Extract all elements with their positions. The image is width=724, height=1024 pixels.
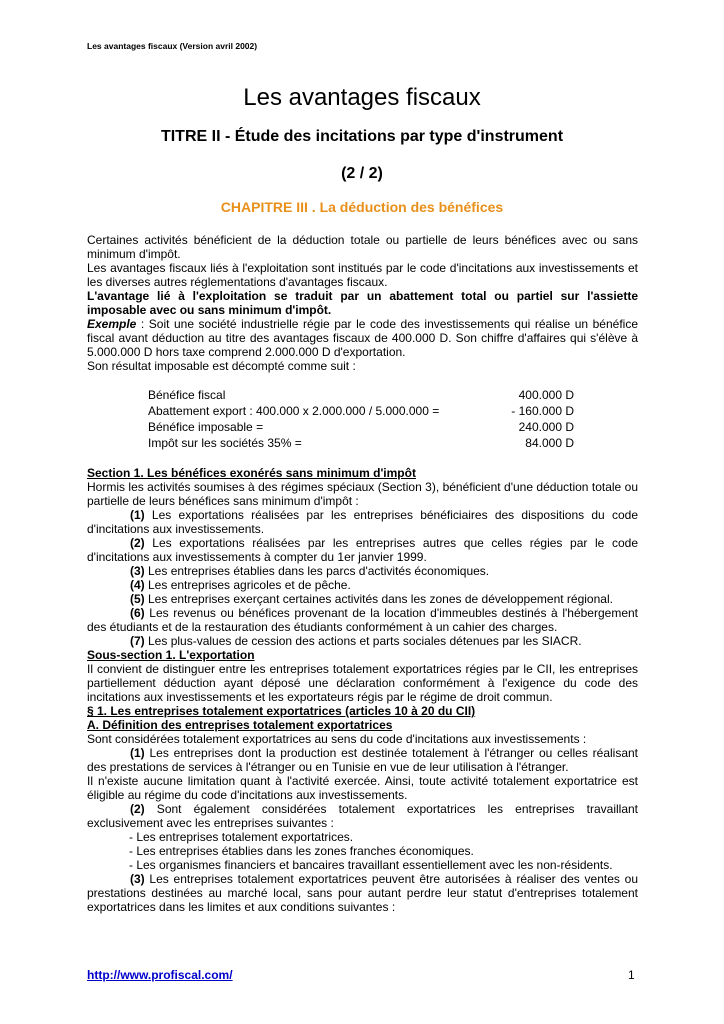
definition-a-intro: Sont considérées totalement exportatrices au sens du code d'incitations aux investissements : (87, 732, 587, 746)
dash-item: - Les entreprises établies dans les zones franches économiques. (129, 844, 474, 858)
list-item: (1) Les entreprises dont la production est destinée totalement à l'étranger ou celles réalisant des prestations de services à l'étranger ou en Tunisie en vue de leur utilisation à l'étranger. (87, 746, 638, 774)
list-item: (5) Les entreprises exerçant certaines activités dans les zones de développement régional. (130, 592, 613, 606)
chapter-heading: CHAPITRE III . La déduction des bénéfices (220, 199, 504, 215)
calc-row (148, 435, 574, 451)
definition-a-note: Il n'existe aucune limitation quant à l'activité exercée. Ainsi, toute activité totalement exportatrice est éligible au régime du code d'incitations aux investissements. (87, 774, 638, 802)
list-item: (4) Les entreprises agricoles et de pêche. (130, 578, 351, 592)
page-title: Les avantages fiscaux (243, 84, 481, 111)
list-item: (1) Les exportations réalisées par les entreprises bénéficiaires des dispositions du code d'incitations aux investissements. (87, 508, 638, 536)
list-item: (2) Les exportations réalisées par les entreprises autres que celles régies par le code d'incitations aux investissements à compter du 1er janvier 1999. (87, 536, 638, 564)
calc-value: - 160.000 D (511, 404, 574, 418)
list-item: (2) Sont également considérées totalement exportatrices les entreprises travaillant exclusivement avec les entreprises suivantes : (87, 802, 638, 830)
calc-row (148, 419, 574, 435)
example-paragraph (87, 317, 638, 359)
document-body (87, 233, 638, 914)
subsection-1-heading: Sous-section 1. L'exportation (87, 648, 255, 662)
intro-paragraph-1: Certaines activités bénéficient de la déduction totale ou partielle de leurs bénéfices avec ou sans minimum d'impôt. (87, 233, 638, 261)
subsection-1-text: Il convient de distinguer entre les entreprises totalement exportatrices régies par le CII, les entreprises partiellement déduction ayant déposé une déclaration conformément à l'exigence du code des incitations aux investissements et les exportateurs régis par le régime de droit commun. (87, 662, 638, 704)
calc-value: 240.000 D (518, 420, 574, 434)
calc-label: Impôt sur les sociétés 35% = (148, 436, 302, 450)
example-text: : Soit une société industrielle régie par le code des investissements qui réalise un bénéfice fiscal avant déduction au titre des avantages fiscaux de 400.000 D. Son chiffre d'affaires qui s'élève à 5.000.000 D hors taxe comprend 2.000.000 D d'exportation. (87, 317, 638, 359)
list-item: (3) Les entreprises totalement exportatrices peuvent être autorisées à réaliser des ventes ou prestations destinées au marché local, sans pour autant perdre leur statut d'entreprises totalement exportatrices dans les limites et aux conditions suivantes : (87, 872, 638, 914)
calc-row (148, 387, 574, 403)
calc-value: 400.000 D (518, 388, 574, 402)
intro-paragraph-5: Son résultat imposable est décompté comme suit : (87, 359, 356, 373)
section-1-intro: Hormis les activités soumises à des régimes spéciaux (Section 3), bénéficient d'une déduction totale ou partielle de leurs bénéfices sans minimum d'impôt : (87, 480, 638, 508)
calculation-table (148, 387, 574, 451)
list-item: (6) Les revenus ou bénéfices provenant de la location d'immeubles destinés à l'hébergement des étudiants et de la restauration des étudiants conformément à un cahier des charges. (87, 606, 638, 634)
dash-item: - Les entreprises totalement exportatrices. (129, 830, 354, 844)
example-label: Exemple (87, 317, 137, 331)
calc-row (148, 403, 574, 419)
running-header: Les avantages fiscaux (Version avril 2002) (87, 41, 258, 51)
page-number: 1 (628, 968, 635, 982)
list-item: (3) Les entreprises établies dans les parcs d'activités économiques. (130, 564, 490, 578)
title-subtitle: TITRE II - Étude des incitations par type d'instrument (160, 128, 564, 145)
calc-label: Abattement export : 400.000 x 2.000.000 / 5.000.000 = (148, 404, 440, 418)
footer-link[interactable]: http://www.profiscal.com/ (87, 968, 233, 982)
list-item: (7) Les plus-values de cession des actions et parts sociales détenues par les SIACR. (130, 634, 582, 648)
calc-value: 84.000 D (525, 436, 574, 450)
intro-paragraph-3: L'avantage lié à l'exploitation se traduit par un abattement total ou partiel sur l'assiette imposable avec ou sans minimum d'impôt. (87, 289, 638, 317)
section-1-heading: Section 1. Les bénéfices exonérés sans minimum d'impôt (87, 466, 416, 480)
paragraph-1-heading: § 1. Les entreprises totalement exportatrices (articles 10 à 20 du CII) (87, 704, 476, 718)
dash-item: - Les organismes financiers et bancaires travaillant essentiellement avec les non-résidents. (129, 858, 613, 872)
calc-label: Bénéfice imposable = (148, 420, 264, 434)
definition-a-heading: A. Définition des entreprises totalement exportatrices (87, 718, 393, 732)
intro-paragraph-2: Les avantages fiscaux liés à l'exploitation sont institués par le code d'incitations aux investissements et les diverses autres réglementations d'avantages fiscaux. (87, 261, 638, 289)
part-indicator: (2 / 2) (341, 165, 383, 182)
calc-label: Bénéfice fiscal (148, 388, 226, 402)
